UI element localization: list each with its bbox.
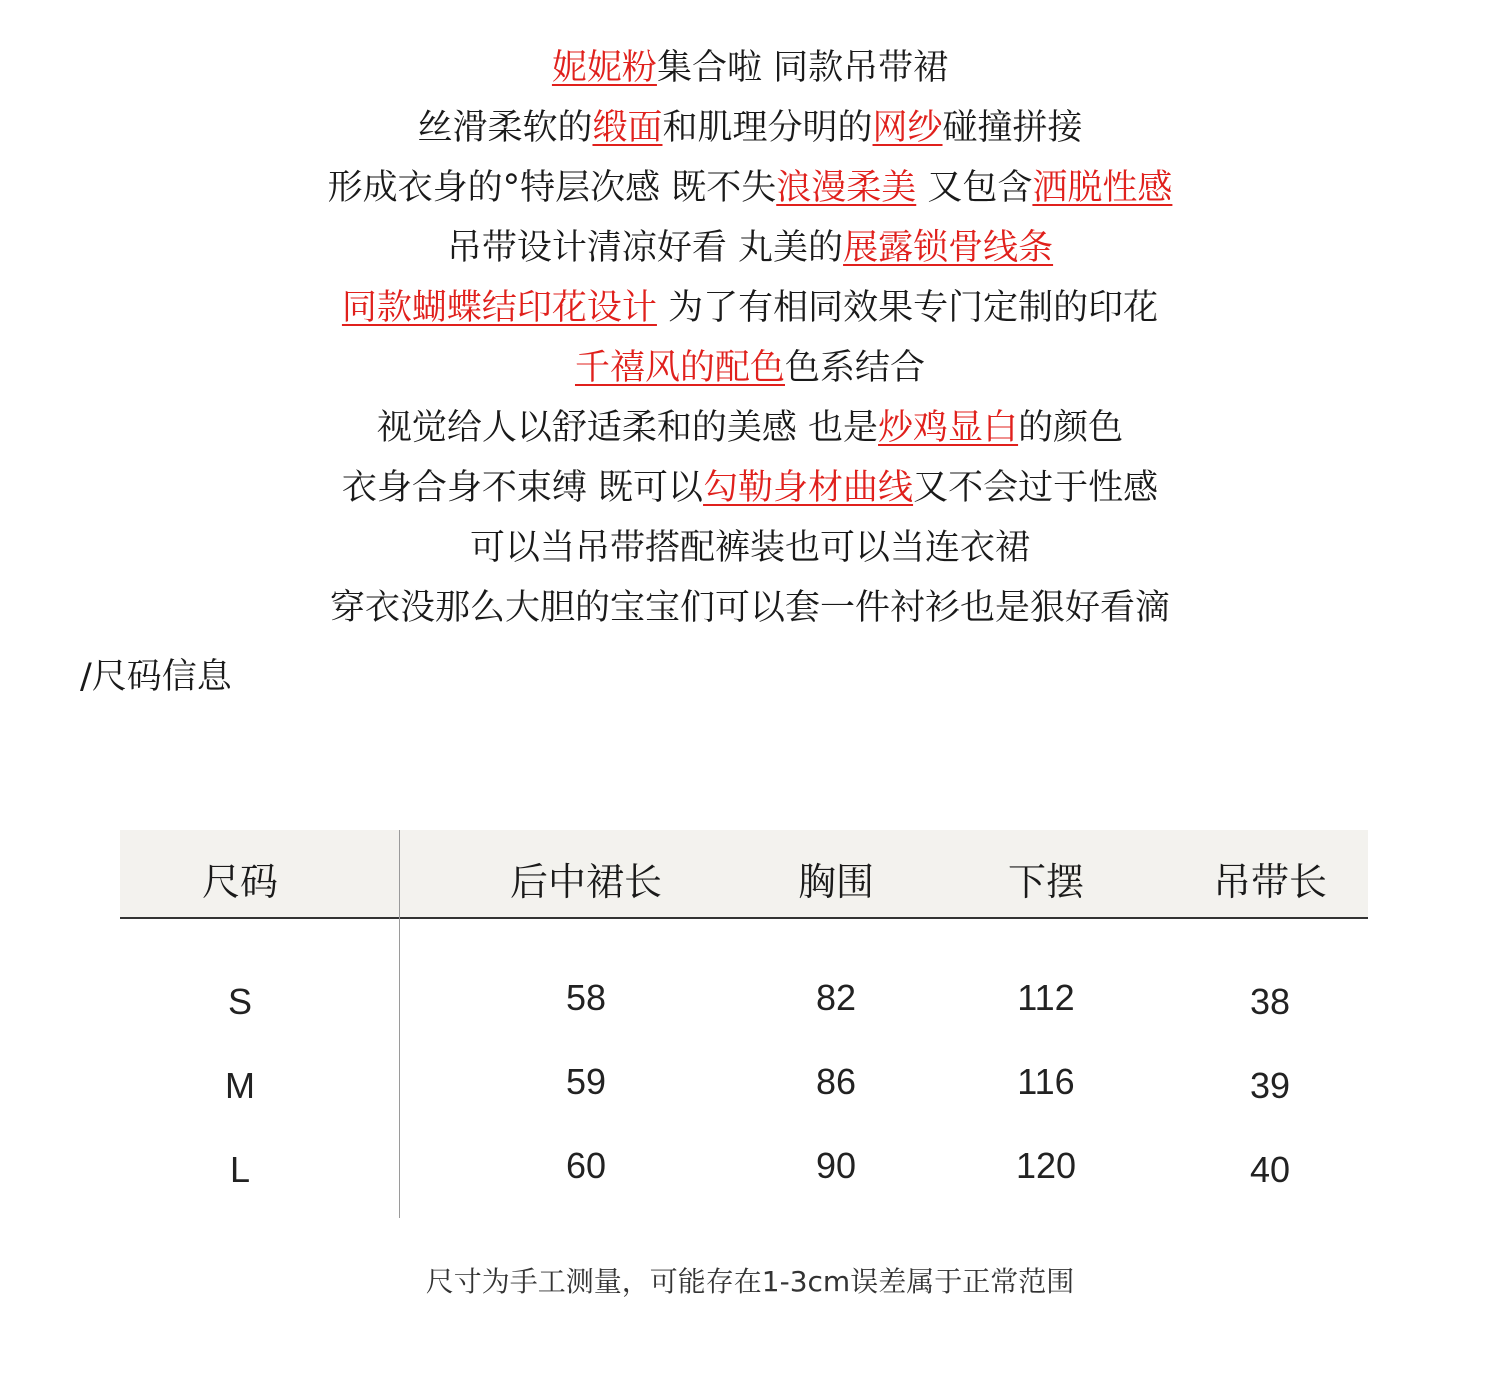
description-text: 视觉给人以舒适柔和的美感 也是 — [376, 408, 879, 448]
highlight-text: 缎面 — [592, 108, 663, 148]
description-line — [0, 278, 1500, 338]
strap-length-cell: 39 — [1249, 1065, 1291, 1106]
description-text: 的颜色 — [1018, 408, 1124, 448]
description-text: 又包含 — [916, 168, 1033, 208]
description-text: 色系结合 — [785, 348, 926, 388]
description-line — [0, 398, 1500, 458]
description-text: 又不会过于性感 — [913, 468, 1159, 508]
description-text: 穿衣没那么大胆的宝宝们可以套一件衬衫也是狠好看滴 — [329, 588, 1170, 628]
measurement-note: 尺寸为手工测量，可能存在1-3cm误差属于正常范围 — [425, 1265, 1075, 1298]
highlight-text: 炒鸡显白 — [878, 408, 1019, 448]
description-line — [0, 38, 1500, 98]
highlight-text: 千禧风的配色 — [574, 348, 785, 388]
product-description — [0, 38, 1500, 638]
hem-cell: 120 — [1015, 1145, 1077, 1186]
description-text: 吊带设计清凉好看 丸美的 — [446, 228, 844, 268]
size-table-header — [120, 830, 1368, 919]
hem-cell: 112 — [1017, 977, 1075, 1018]
description-text: 和肌理分明的 — [662, 108, 873, 148]
highlight-text: 勾勒身材曲线 — [703, 468, 914, 508]
description-text: 碰撞拼接 — [942, 108, 1083, 148]
highlight-text: 同款蝴蝶结印花设计 — [341, 288, 657, 328]
highlight-text: 网纱 — [872, 108, 943, 148]
description-line — [0, 338, 1500, 398]
header-strap-length: 吊带长 — [1212, 860, 1327, 904]
description-line — [0, 518, 1500, 578]
description-text: 集合啦 同款吊带裙 — [656, 48, 949, 88]
highlight-text: 展露锁骨线条 — [843, 228, 1054, 268]
back-length-cell: 60 — [565, 1145, 607, 1186]
description-line — [0, 458, 1500, 518]
highlight-text: 妮妮粉 — [551, 48, 657, 88]
description-line — [0, 578, 1500, 638]
description-text: 衣身合身不束缚 既可以 — [341, 468, 704, 508]
description-line — [0, 98, 1500, 158]
size-cell: M — [225, 1065, 255, 1106]
description-line — [0, 218, 1500, 278]
bust-cell: 86 — [815, 1061, 857, 1102]
hem-cell: 116 — [1017, 1061, 1075, 1102]
header-size: 尺码 — [201, 860, 278, 904]
header-back-length: 后中裙长 — [509, 860, 662, 904]
header-hem: 下摆 — [1007, 860, 1084, 904]
description-text: 为了有相同效果专门定制的印花 — [656, 288, 1159, 328]
bust-cell: 90 — [815, 1145, 857, 1186]
strap-length-cell: 38 — [1249, 981, 1291, 1022]
bust-cell: 82 — [815, 977, 857, 1018]
highlight-text: 浪漫柔美 — [776, 168, 917, 208]
description-line — [0, 158, 1500, 218]
back-length-cell: 58 — [565, 977, 607, 1018]
highlight-text: 洒脱性感 — [1032, 168, 1173, 208]
strap-length-cell: 40 — [1249, 1149, 1291, 1190]
size-cell: L — [229, 1149, 251, 1190]
size-cell: S — [227, 981, 252, 1022]
description-text: 丝滑柔软的 — [417, 108, 593, 148]
size-table — [120, 830, 1368, 1218]
size-section-title: /尺码信息 — [80, 657, 232, 697]
header-bust: 胸围 — [797, 860, 874, 904]
description-text: 可以当吊带搭配裤装也可以当连衣裙 — [469, 528, 1030, 568]
back-length-cell: 59 — [565, 1061, 607, 1102]
column-divider — [399, 830, 400, 1218]
description-text: 形成衣身的°特层次感 既不失 — [327, 168, 777, 208]
